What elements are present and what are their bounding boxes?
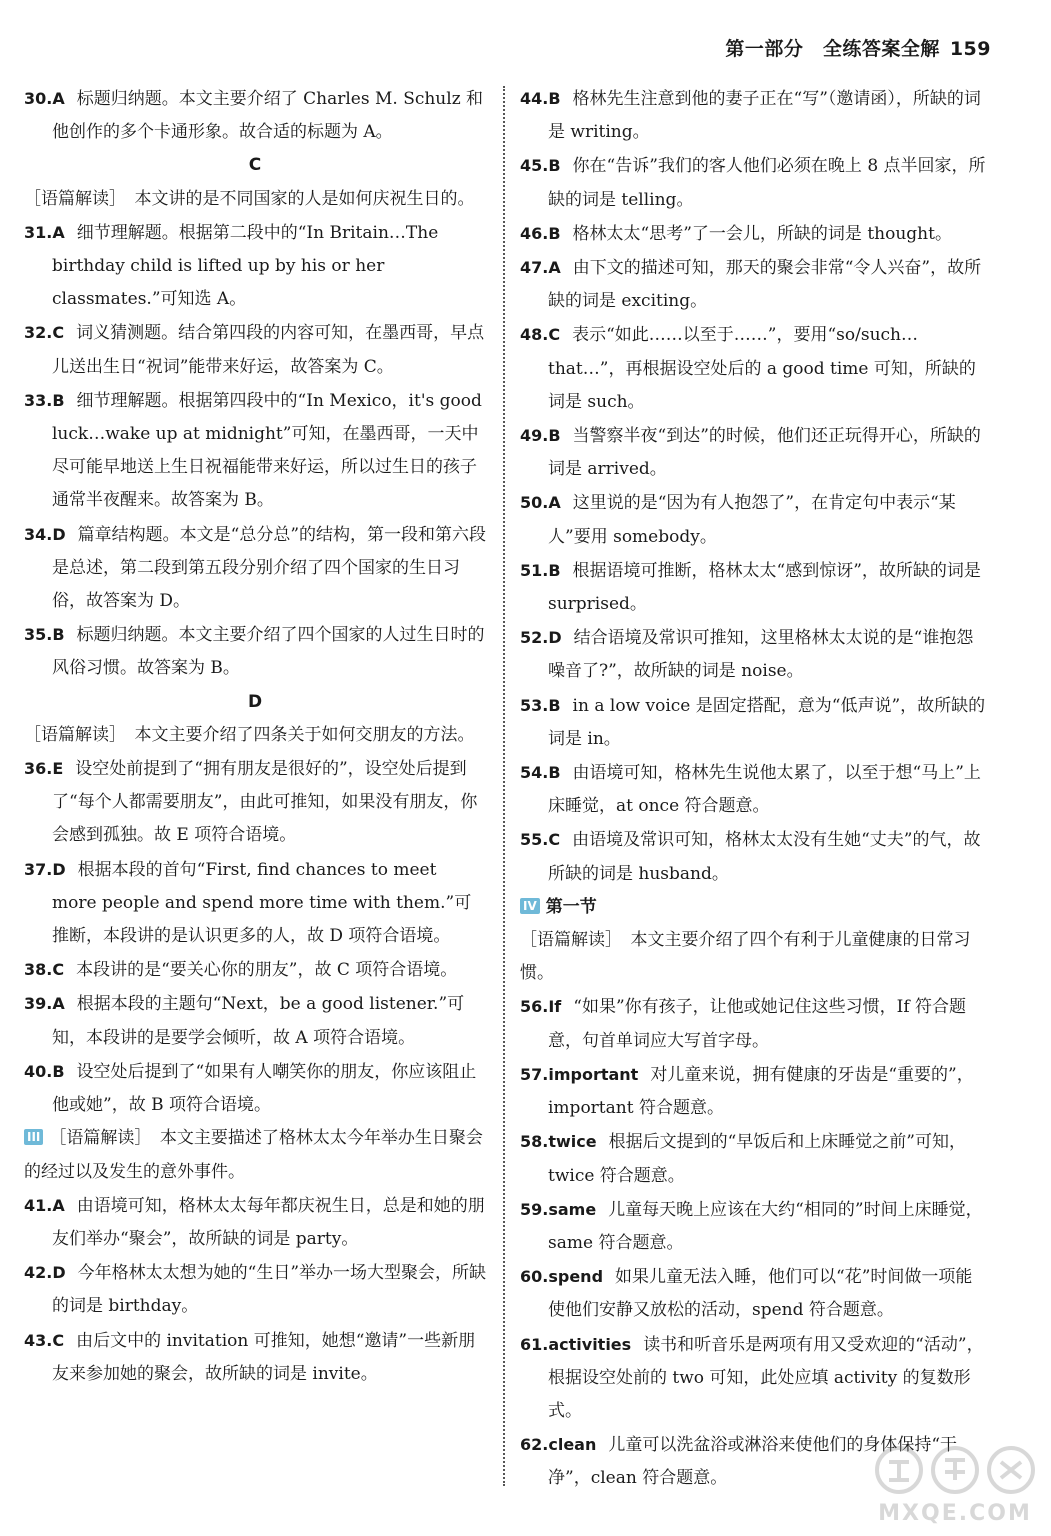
answer-number: 32.C xyxy=(24,323,65,343)
section-heading-text: 第一节 xyxy=(545,896,597,917)
answer-explanation: 你在“告诉”我们的客人他们必须在晚上 8 点半回家，所缺的词是 telling。 xyxy=(548,156,986,210)
answer-number: 43.C xyxy=(24,1330,65,1350)
answer-explanation: 当警察半夜“到达”的时候，他们还正玩得开心，所缺的词是 arrived。 xyxy=(548,426,981,480)
answer-explanation: 细节理解题。根据第二段中的“In Britain…The birthday child is lifted up by his or her classmates.”可知选 A。 xyxy=(52,222,439,310)
answer-item xyxy=(24,216,486,317)
answer-item xyxy=(520,318,988,419)
answer-number: 51.B xyxy=(520,560,561,580)
answer-number: 34.D xyxy=(24,524,66,544)
answer-item xyxy=(24,1324,486,1391)
answer-item xyxy=(520,1260,988,1327)
answer-item xyxy=(520,486,988,553)
part-number-badge: III xyxy=(24,1129,43,1145)
answer-item xyxy=(24,987,486,1054)
answer-number: 41.A xyxy=(24,1195,65,1215)
answer-item xyxy=(520,756,988,823)
answer-number: 56.If xyxy=(520,997,562,1017)
page-number: 159 xyxy=(949,38,991,60)
answer-item xyxy=(520,689,988,756)
answer-explanation: 结合语境及常识可推知，这里格林太太说的是“谁抱怨噪音了?”，故所缺的词是 noise。 xyxy=(548,628,974,682)
answer-number: 50.A xyxy=(520,493,561,513)
answer-item xyxy=(24,618,486,685)
answer-number: 30.A xyxy=(24,89,65,108)
left-column xyxy=(24,82,486,1391)
answer-number: 49.B xyxy=(520,426,561,446)
answer-explanation: 根据本段的主题句“Next，be a good listener.”可知，本段讲的是要学会倾听，故 A 项符合语境。 xyxy=(52,994,465,1048)
answer-item xyxy=(520,823,988,890)
answer-item xyxy=(24,1055,486,1122)
column-divider xyxy=(503,86,505,1486)
answer-number: 36.E xyxy=(24,759,64,779)
right-column xyxy=(520,82,988,1496)
answer-stamp-logo-icon xyxy=(871,1440,1039,1500)
answer-item xyxy=(24,384,486,518)
answer-item xyxy=(520,621,988,688)
passage-section-letter: C xyxy=(248,155,262,176)
answer-number: 54.B xyxy=(520,763,561,783)
answer-item xyxy=(24,953,486,987)
part-number-badge: IV xyxy=(520,898,540,914)
answer-number: 38.C xyxy=(24,960,65,980)
answer-number: 61.activities xyxy=(520,1334,632,1354)
answer-explanation: 由下文的描述可知，那天的聚会非常“令人兴奋”，故所缺的词是 exciting。 xyxy=(548,258,982,312)
answer-item xyxy=(520,251,988,318)
answer-explanation: 由语境可知，格林太太每年都庆祝生日，总是和她的朋友们举办“聚会”，故所缺的词是 party。 xyxy=(52,1195,485,1249)
answer-number: 45.B xyxy=(520,156,561,176)
answer-explanation: 根据语境可推断，格林太太“感到惊讶”，故所缺的词是 surprised。 xyxy=(548,560,981,615)
section-heading xyxy=(520,891,988,924)
answer-explanation: 表示“如此……以至于……”，要用“so/such…that…”，再根据设空处后的 a good time 可知，所缺的词是 such。 xyxy=(548,325,976,412)
answer-explanation: 格林太太“思考”了一会儿，所缺的词是 thought。 xyxy=(572,223,952,244)
section-title: 第一部分 全练答案全解 xyxy=(725,38,940,60)
page-header xyxy=(725,34,991,61)
passage-summary-text: ［语篇解读］ 本文主要描述了格林太太今年举办生日聚会的经过以及发生的意外事件。 xyxy=(24,1128,483,1182)
answer-explanation: 词义猜测题。结合第四段的内容可知，在墨西哥，早点儿送出生日“祝词”能带来好运，故答案为 C。 xyxy=(52,323,485,377)
passage-section-letter: D xyxy=(247,691,263,712)
answer-number: 44.B xyxy=(520,89,561,108)
answer-item xyxy=(520,1058,988,1125)
watermark-text: MXQE.COM xyxy=(878,1501,1032,1526)
answer-item xyxy=(520,217,988,251)
answer-item xyxy=(520,1125,988,1192)
answer-item xyxy=(24,1189,486,1256)
answer-item xyxy=(520,990,988,1057)
passage-summary: ［语篇解读］ 本文主要介绍了四条关于如何交朋友的方法。 xyxy=(24,724,475,745)
answer-number: 33.B xyxy=(24,390,65,410)
answer-number: 39.A xyxy=(24,994,65,1014)
answer-number: 58.twice xyxy=(520,1132,597,1152)
answer-item xyxy=(520,82,988,149)
answer-explanation: 篇章结构题。本文是“总分总”的结构，第一段和第六段是总述，第二段到第五段分别介绍了四个国家的生日习俗，故答案为 D。 xyxy=(52,524,487,612)
answer-item xyxy=(24,82,486,149)
answer-explanation: 标题归纳题。本文主要介绍了 Charles M. Schulz 和他创作的多个卡通形象。故合适的标题为 A。 xyxy=(52,89,484,143)
answer-number: 57.important xyxy=(520,1064,639,1084)
answer-item xyxy=(24,752,486,853)
answer-number: 40.B xyxy=(24,1061,65,1081)
passage-summary xyxy=(24,1122,486,1188)
answer-explanation: in a low voice 是固定搭配，意为“低声说”，故所缺的词是 in。 xyxy=(548,695,986,749)
answer-number: 52.D xyxy=(520,628,562,648)
answer-explanation: 读书和听音乐是两项有用又受欢迎的“活动”，根据设空处前的 two 可知，此处应填 activity 的复数形式。 xyxy=(548,1334,984,1421)
answer-number: 35.B xyxy=(24,625,65,645)
passage-summary: ［语篇解读］ 本文主要介绍了四个有利于儿童健康的日常习惯。 xyxy=(520,930,971,984)
answer-explanation: 由后文中的 invitation 可推知，她想“邀请”一些新朋友来参加她的聚会，故所缺的词是 invite。 xyxy=(52,1330,476,1384)
answer-number: 55.C xyxy=(520,830,561,850)
answer-item xyxy=(24,853,486,954)
answer-number: 37.D xyxy=(24,859,66,879)
answer-number: 31.A xyxy=(24,222,65,242)
answer-explanation: “如果”你有孩子，让他或她记住这些习惯，If 符合题意，句首单词应大写首字母。 xyxy=(548,997,967,1051)
passage-summary: ［语篇解读］ 本文讲的是不同国家的人是如何庆祝生日的。 xyxy=(24,188,475,209)
answer-number: 42.D xyxy=(24,1263,66,1283)
answer-explanation: 标题归纳题。本文主要介绍了四个国家的人过生日时的风俗习惯。故答案为 B。 xyxy=(52,625,485,679)
answer-explanation: 本段讲的是“要关心你的朋友”，故 C 项符合语境。 xyxy=(76,960,458,981)
answer-explanation: 儿童每天晚上应该在大约“相同的”时间上床睡觉，same 符合题意。 xyxy=(548,1199,983,1253)
answer-explanation: 对儿童来说，拥有健康的牙齿是“重要的”，important 符合题意。 xyxy=(548,1064,974,1119)
answer-number: 53.B xyxy=(520,695,561,715)
answer-number: 47.A xyxy=(520,258,561,278)
answer-item xyxy=(520,1193,988,1260)
answer-explanation: 设空处后提到了“如果有人嘲笑你的朋友，你应该阻止他或她”，故 B 项符合语境。 xyxy=(52,1061,477,1116)
answer-item xyxy=(24,316,486,383)
answer-number: 60.spend xyxy=(520,1267,604,1287)
answer-number: 46.B xyxy=(520,223,561,243)
answer-item xyxy=(520,554,988,621)
answer-number: 59.same xyxy=(520,1199,597,1219)
answer-explanation: 根据后文提到的“早饭后和上床睡觉之前”可知，twice 符合题意。 xyxy=(548,1132,966,1186)
watermark-logo xyxy=(871,1440,1039,1528)
answer-explanation: 由语境可知，格林先生说他太累了，以至于想“马上”上床睡觉，at once 符合题意。 xyxy=(548,763,981,817)
answer-explanation: 格林先生注意到他的妻子正在“写”（邀请函），所缺的词是 writing。 xyxy=(548,89,981,143)
answer-explanation: 儿童可以洗盆浴或淋浴来使他们的身体保持“干净”，clean 符合题意。 xyxy=(548,1435,958,1489)
answer-number: 62.clean xyxy=(520,1435,597,1455)
answer-explanation: 如果儿童无法入睡，他们可以“花”时间做一项能使他们安静又放松的活动，spend 符合题意。 xyxy=(548,1267,973,1321)
answer-explanation: 这里说的是“因为有人抱怨了”，在肯定句中表示“某人”要用 somebody。 xyxy=(548,493,956,547)
answer-item xyxy=(24,518,486,619)
answer-item xyxy=(24,1256,486,1323)
answer-item xyxy=(520,419,988,486)
answer-explanation: 根据本段的首句“First, find chances to meet more people and spend more time with them.”可推断，本段讲的是认识更多的人，故 D 项符合语境。 xyxy=(52,859,472,947)
answer-number: 48.C xyxy=(520,325,561,345)
answer-explanation: 细节理解题。根据第四段中的“In Mexico，it's good luck…wake up at midnight”可知，在墨西哥，一天中尽可能早地送上生日祝福能带来好运，所以过生日的孩子通常半夜醒来。故答案为 B。 xyxy=(52,390,482,511)
answer-item xyxy=(520,149,988,216)
answer-explanation: 设空处前提到了“拥有朋友是很好的”，设空处后提到了“每个人都需要朋友”，由此可推知，如果没有朋友，你会感到孤独。故 E 项符合语境。 xyxy=(52,759,478,846)
answer-explanation: 由语境及常识可知，格林太太没有生她“丈夫”的气，故所缺的词是 husband。 xyxy=(548,830,981,884)
answer-explanation: 今年格林太太想为她的“生日”举办一场大型聚会，所缺的词是 birthday。 xyxy=(52,1263,487,1317)
answer-item xyxy=(520,1328,988,1429)
